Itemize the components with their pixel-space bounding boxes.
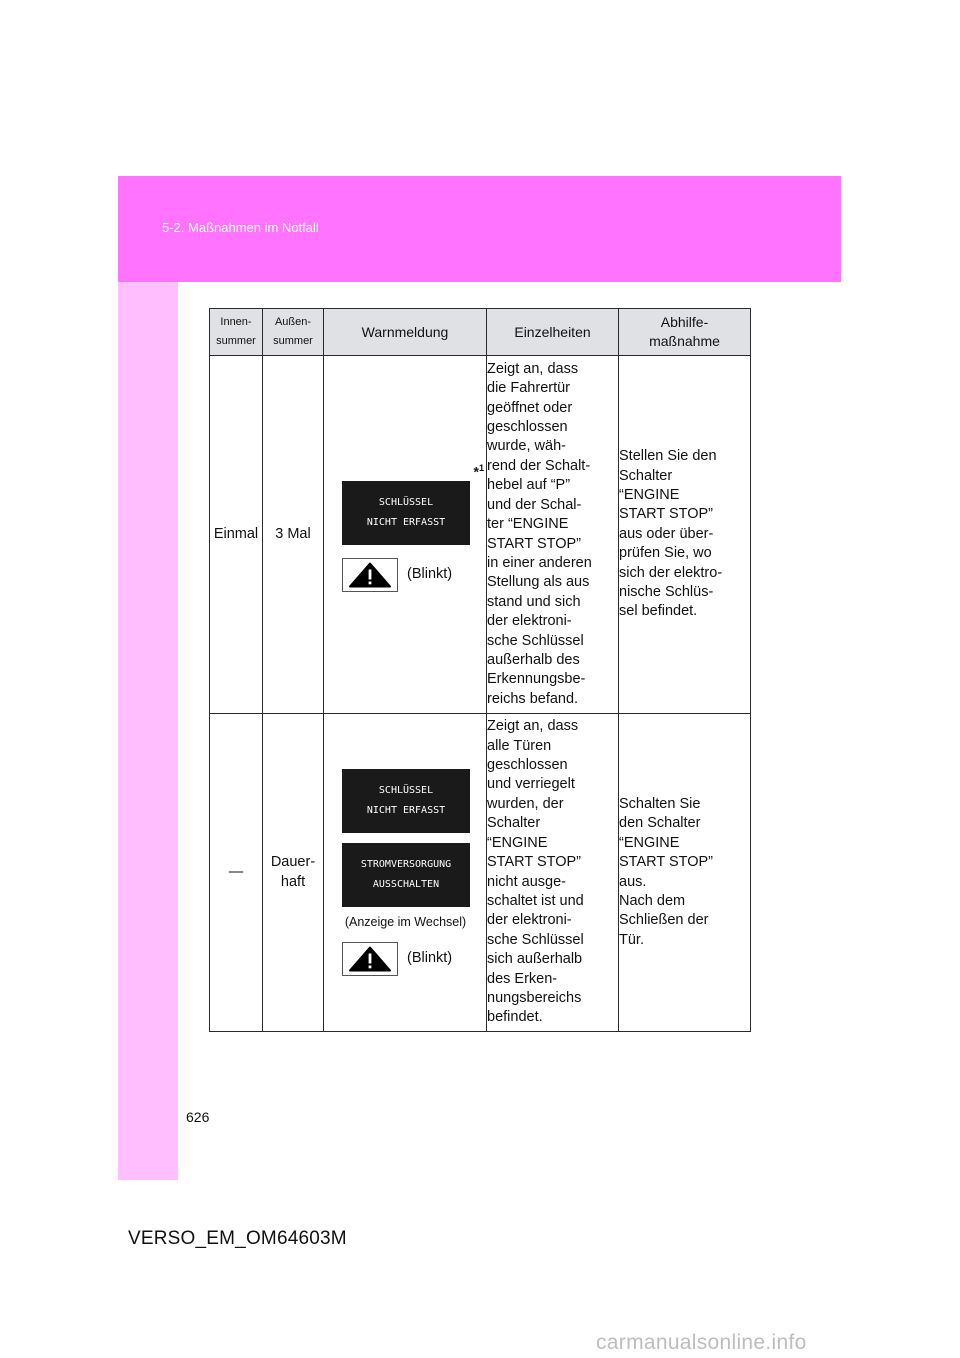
text-line: geöffnet oder — [487, 399, 573, 416]
text-line: die Fahrertür — [487, 380, 571, 397]
display-line: AUSSCHALTEN — [372, 878, 440, 890]
cell-einzelheiten — [487, 714, 619, 1032]
cell-innensummer: — — [210, 714, 263, 1032]
text-line: der elektroni- — [487, 613, 572, 630]
warning-light — [342, 558, 398, 592]
text-line: “ENGINE — [619, 834, 680, 851]
text-line: Zeigt an, dass — [487, 360, 579, 377]
cell-abhilfe — [619, 356, 751, 714]
warning-table — [209, 308, 751, 1032]
text-line: Stellen Sie den — [619, 448, 717, 465]
col-header-einzelheiten: Einzelheiten — [487, 309, 619, 356]
remedy-text — [619, 795, 750, 950]
text-line: rend der Schalt- — [487, 457, 591, 474]
warning-triangle-icon — [347, 562, 393, 588]
table-header-row — [210, 309, 751, 356]
display-line: STROMVERSORGUNG — [360, 858, 452, 870]
text-line: START STOP” — [487, 854, 582, 871]
text-line: Erkennungsbe- — [487, 671, 586, 688]
text-line: “ENGINE — [487, 834, 548, 851]
details-text — [487, 717, 618, 1028]
display-line: SCHLÜSSEL — [378, 784, 434, 796]
display-screen — [342, 769, 470, 833]
text-line: sich außerhalb — [487, 951, 583, 968]
text-line: nische Schlüs- — [619, 584, 714, 601]
text-line: sich der elektro- — [619, 564, 723, 581]
cell-innensummer: Einmal — [210, 356, 263, 714]
warning-graphic — [324, 769, 487, 976]
text-line: Schalter — [487, 815, 541, 832]
text-line: geschlossen — [487, 757, 568, 774]
alternate-caption: (Anzeige im Wechsel) — [344, 914, 467, 929]
text-line: START STOP” — [619, 506, 714, 523]
display-line: NICHT ERFASST — [366, 517, 446, 528]
display-line: SCHLÜSSEL — [378, 497, 434, 508]
cell-abhilfe — [619, 714, 751, 1032]
page-number: 626 — [186, 1109, 210, 1125]
blink-label: (Blinkt) — [407, 566, 453, 582]
col-header-abhilfe: Abhilfe- maßnahme — [619, 309, 751, 356]
text-line: nungsbereichs — [487, 989, 582, 1006]
text-line: wurde, wäh- — [487, 438, 566, 455]
text-line: “ENGINE — [619, 486, 680, 503]
side-margin-band — [118, 282, 178, 1180]
text-line: Schließen der — [619, 912, 709, 929]
blink-label: (Blinkt) — [407, 950, 453, 967]
text-line: in einer anderen — [487, 554, 592, 571]
text-line: nicht ausge- — [487, 873, 566, 890]
table-row — [210, 356, 751, 714]
text-line: wurden, der — [487, 795, 564, 812]
col-header-aussensummer: Außen- summer — [263, 309, 324, 356]
text-line: sche Schlüssel — [487, 632, 584, 649]
document-code: VERSO_EM_OM64603M — [128, 1228, 347, 1249]
text-line: des Erken- — [487, 970, 558, 987]
cell-aussensummer: 3 Mal — [263, 356, 324, 714]
col-header-warnmeldung: Warnmeldung — [324, 309, 487, 356]
warning-light — [342, 942, 398, 976]
warning-triangle-icon — [347, 946, 393, 972]
text-line: schaltet ist und — [487, 892, 584, 909]
text-line: stand und sich — [487, 593, 581, 610]
text-line: Stellung als aus — [487, 574, 590, 591]
display-screen — [342, 843, 470, 907]
section-title: 5-2. Maßnahmen im Notfall — [162, 220, 319, 235]
text-line: sel befindet. — [619, 603, 698, 620]
table-row — [210, 714, 751, 1032]
text-line: aus oder über- — [619, 525, 714, 542]
text-line: ter “ENGINE — [487, 516, 569, 533]
text-line: START STOP” — [619, 854, 714, 871]
text-line: sche Schlüssel — [487, 931, 584, 948]
text-line: alle Türen — [487, 737, 552, 754]
text-line: geschlossen — [487, 419, 568, 436]
text-line: befindet. — [487, 1009, 543, 1026]
warning-light-row — [324, 558, 487, 592]
text-line: Schalter — [619, 467, 673, 484]
text-line: der elektroni- — [487, 912, 572, 929]
text-line: den Schalter — [619, 815, 701, 832]
cell-warnmeldung — [324, 356, 487, 714]
text-line: START STOP” — [487, 535, 582, 552]
text-line: Nach dem — [619, 892, 686, 909]
text-line: Zeigt an, dass — [487, 718, 579, 735]
text-line: außerhalb des — [487, 651, 580, 668]
warning-light-row — [324, 942, 487, 976]
text-line: prüfen Sie, wo — [619, 545, 712, 562]
text-line: reichs befand. — [487, 690, 579, 707]
text-line: aus. — [619, 873, 647, 890]
text-line: und der Schal- — [487, 496, 582, 513]
text-line: Schalten Sie — [619, 795, 701, 812]
watermark: carmanualsonline.info — [596, 1331, 807, 1354]
text-line: Tür. — [619, 931, 644, 948]
text-line: hebel auf “P” — [487, 477, 571, 494]
footnote-marker: *$^1$ — [473, 463, 484, 480]
details-text — [487, 360, 618, 709]
text-line: und verriegelt — [487, 776, 575, 793]
cell-warnmeldung — [324, 714, 487, 1032]
display-line: NICHT ERFASST — [366, 804, 446, 816]
col-header-innensummer: Innen- summer — [210, 309, 263, 356]
remedy-text — [619, 447, 750, 622]
cell-einzelheiten — [487, 356, 619, 714]
cell-aussensummer: Dauer- haft — [263, 714, 324, 1032]
display-screen — [342, 481, 470, 545]
warning-graphic — [324, 463, 487, 592]
